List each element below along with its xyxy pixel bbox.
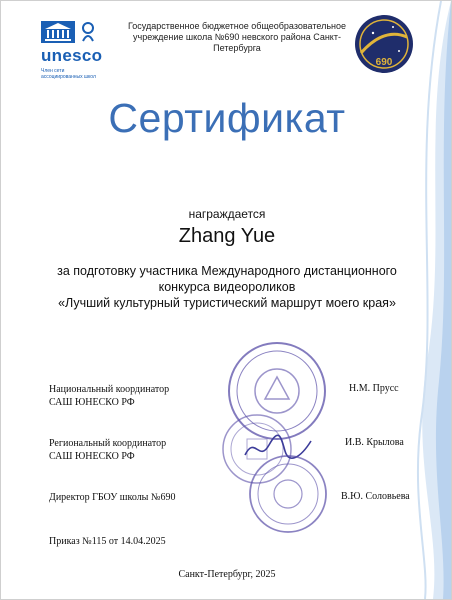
unesco-logo: [41, 19, 121, 80]
signatory-name: В.Ю. Соловьева: [341, 491, 410, 502]
order-number: Приказ №115 от 14.04.2025: [49, 536, 166, 547]
certificate-title: Сертификат: [108, 95, 346, 141]
stamp-icon: [247, 453, 329, 535]
awarded-text: награждается: [188, 207, 266, 221]
signatory-name: Н.М. Прусс: [349, 383, 399, 394]
reason-line: за подготовку участника Международного дистанционного конкурса видеороликов: [57, 264, 397, 294]
recipient-name: Zhang Yue: [178, 225, 276, 247]
signatory-role: Директор ГБОУ школы №690: [49, 492, 176, 503]
school-name: Государственное бюджетное общеобразовательное учреждение школа №690 невского района Санкт-Петербурга: [128, 21, 346, 53]
unesco-temple-icon: [41, 21, 75, 43]
city-year: Санкт-Петербург, 2025: [178, 569, 276, 580]
network-icon: [79, 21, 97, 43]
unesco-subtitle: Член сети ассоциированных школ: [41, 68, 96, 80]
award-reason: [31, 263, 423, 311]
signatory-role: Региональный координатор САШ ЮНЕСКО РФ: [49, 438, 167, 462]
school-logo-number: 690: [375, 57, 393, 68]
signatory-name: И.В. Крылова: [345, 437, 404, 448]
unesco-wordmark: unesco: [41, 46, 103, 65]
school-690-logo-icon: [353, 13, 415, 75]
signatory-role: Национальный координатор САШ ЮНЕСКО РФ: [49, 384, 170, 408]
contest-name: «Лучший культурный туристический маршрут моего края»: [58, 296, 396, 310]
